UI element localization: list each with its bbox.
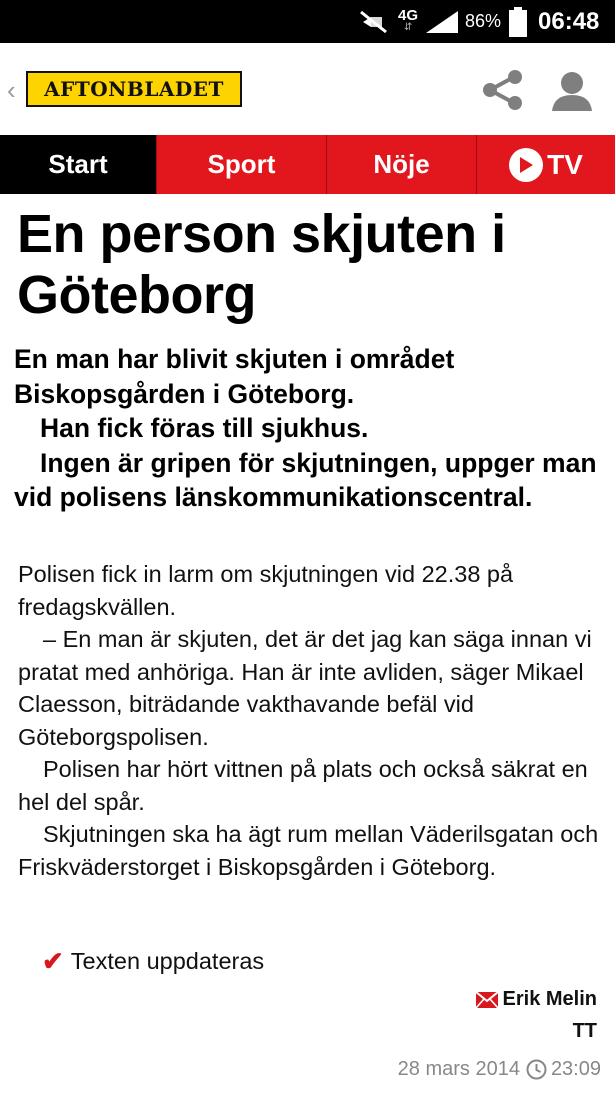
tab-sport[interactable] [156,135,326,194]
logo-text: AFTONBLADET [44,77,224,101]
tab-start[interactable] [0,135,156,194]
network-label: 4G [398,6,419,24]
article-body [18,558,603,883]
status-bar [0,0,615,43]
user-profile-button[interactable] [548,67,596,115]
checkmark-icon: ✔ [42,946,64,976]
clock-time: 06:48 [538,7,600,35]
lead-paragraph: Han fick föras till sjukhus. [40,413,369,443]
aftonbladet-logo[interactable] [26,71,242,107]
tab-start-label: Start [48,149,108,179]
share-button[interactable] [478,68,528,112]
publish-date: 28 mars 2014 [397,1058,520,1080]
tab-noje[interactable] [326,135,476,194]
signal-icon [424,0,460,43]
tab-tv-label: TV [547,148,583,180]
tab-tv[interactable] [476,135,615,194]
news-source: TT [572,1020,597,1042]
play-icon [509,148,543,182]
body-paragraph: – En man är skjuten, det är det jag kan säga innan vi pratat med anhöriga. Han är inte avliden, säger Mikael Claesson, biträdande vakthavande befäl vid Göteborgspolisen. [18,626,592,750]
lead-paragraph: En man har blivit skjuten i området Biskopsgården i Göteborg. [14,344,455,409]
network-indicator [398,0,418,43]
user-icon [548,67,596,115]
app-bar [0,43,615,135]
article-headline: En person skjuten i Göteborg [17,204,506,325]
body-paragraph: Polisen har hört vittnen på plats och också säkrat en hel del spår. [18,756,588,815]
clock-icon [526,1059,547,1080]
tab-noje-label: Nöje [373,149,430,179]
update-notice-text: Texten uppdateras [70,948,265,974]
publish-datetime [398,1058,601,1081]
back-chevron-icon[interactable]: ‹ [7,75,16,105]
battery-percent: 86% [465,11,502,31]
share-icon [478,68,528,112]
battery-icon [509,0,527,43]
tab-sport-label: Sport [207,149,276,179]
body-paragraph: Polisen fick in larm om skjutningen vid 22.38 på fredagskvällen. [18,561,514,620]
mail-icon [476,992,498,1008]
section-nav [0,135,615,194]
author-name: Erik Melin [502,988,597,1010]
article-lead [14,342,604,515]
publish-time: 23:09 [550,1058,601,1080]
lead-paragraph: Ingen är gripen för skjutningen, uppger man vid polisens länskommunikationscentral. [14,447,597,512]
update-notice [42,946,264,977]
body-paragraph: Skjutningen ska ha ägt rum mellan Väderilsgatan och Friskväderstorget i Biskopsgården i Göteborg. [18,821,599,880]
mute-icon [358,0,390,43]
author-byline[interactable] [476,988,597,1011]
data-arrows-icon: ⇵ [403,21,413,33]
